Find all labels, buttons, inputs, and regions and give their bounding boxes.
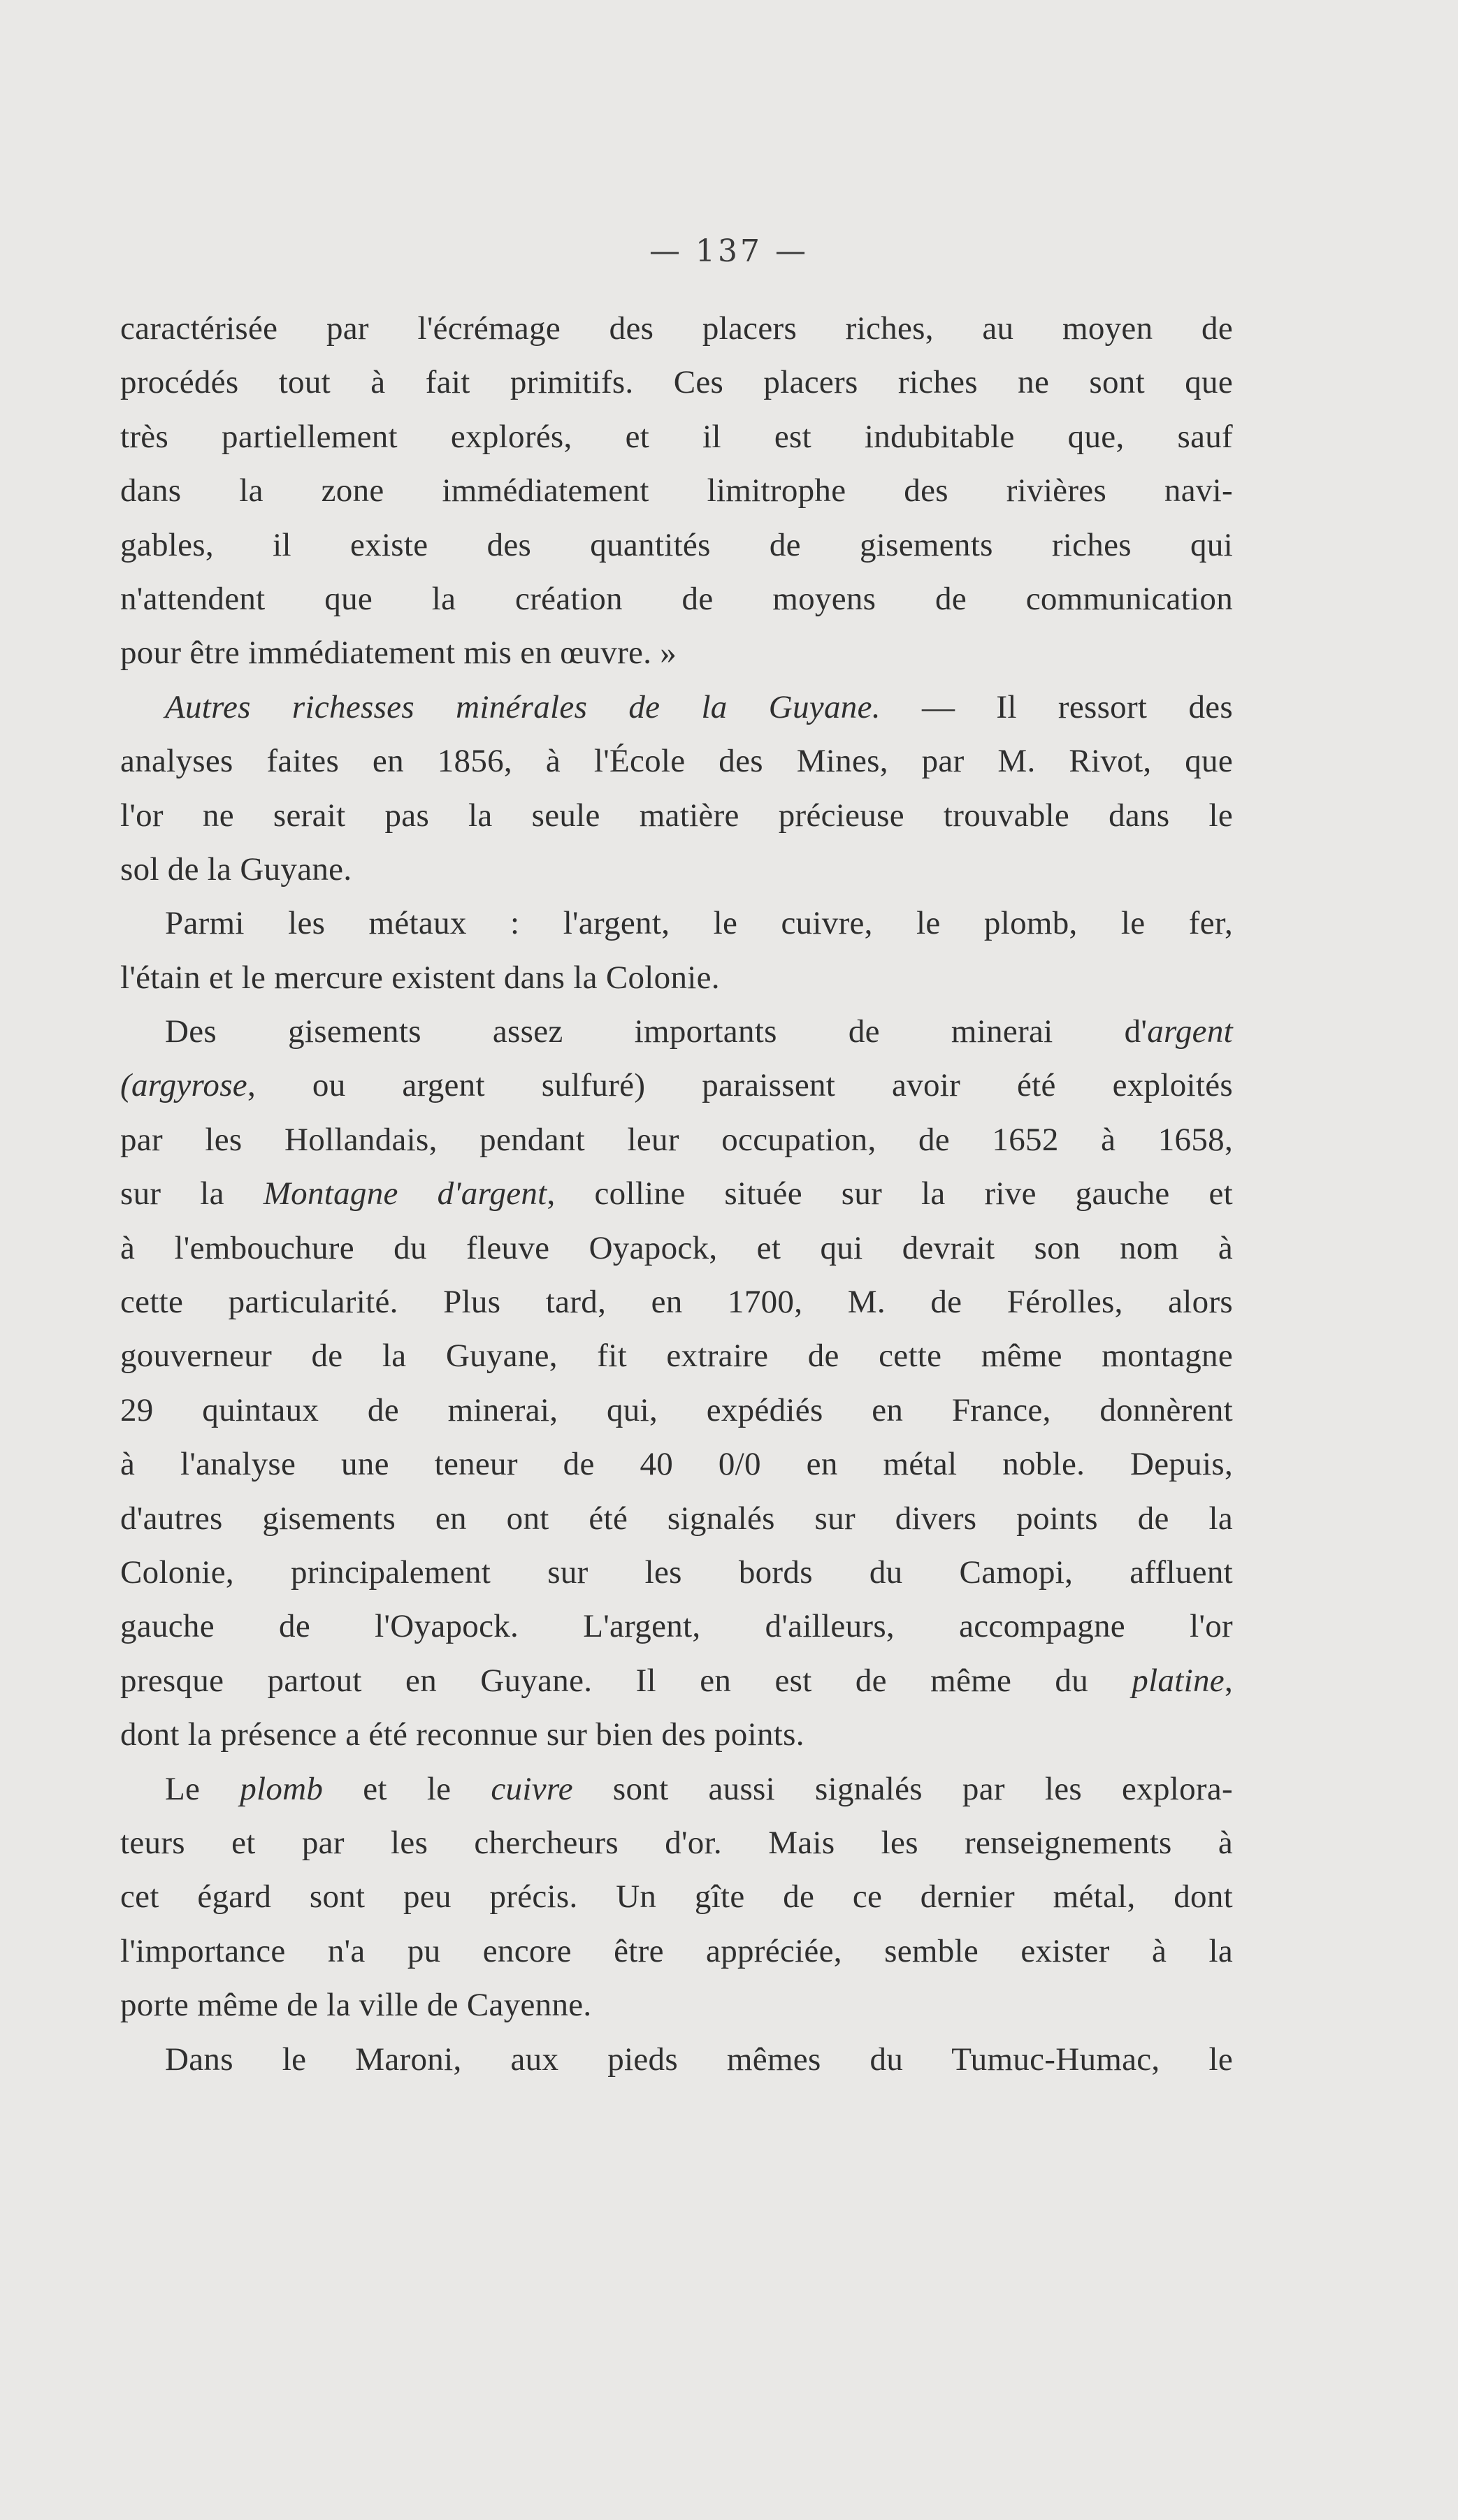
text-run: sol de la Guyane. — [120, 850, 352, 888]
text-run: à l'embouchure du fleuve Oyapock, et qui devrait son nom à — [120, 1229, 1233, 1266]
text-run: procédés tout à fait primitifs. Ces placers riches ne sont que — [120, 364, 1233, 401]
text-line — [120, 1005, 1233, 1059]
text-line — [120, 1870, 1233, 1924]
text-line — [120, 519, 1233, 572]
text-line — [120, 356, 1233, 410]
text-line — [120, 626, 1233, 680]
text-line — [120, 897, 1233, 950]
text-run: n'attendent que la création de moyens de communication — [120, 580, 1233, 617]
page-number: — 137 — — [649, 233, 809, 269]
text-line — [120, 789, 1233, 843]
text-line — [120, 1654, 1233, 1708]
text-run: l'or ne serait pas la seule matière précieuse trouvable dans le — [120, 797, 1233, 834]
body-text — [120, 302, 1233, 2087]
text-line — [120, 1113, 1233, 1167]
text-run: sont aussi signalés par les explora- — [572, 1770, 1233, 1807]
text-line — [120, 734, 1233, 788]
text-run: l'étain et le mercure existent dans la Colonie. — [120, 959, 720, 996]
text-run: sur la — [120, 1175, 264, 1212]
text-run: Colonie, principalement sur les bords du Camopi, affluent — [120, 1554, 1233, 1591]
text-line — [120, 1438, 1233, 1491]
text-run: d'autres gisements en ont été signalés sur divers points de la — [120, 1500, 1233, 1537]
text-line — [120, 1708, 1233, 1762]
text-line — [120, 1059, 1233, 1113]
text-line — [120, 1167, 1233, 1221]
text-line — [120, 1546, 1233, 1600]
italic-text: argent — [1147, 1013, 1233, 1050]
text-run: teurs et par les chercheurs d'or. Mais les renseignements à — [120, 1824, 1233, 1861]
text-run: cet égard sont peu précis. Un gîte de ce dernier métal, dont — [120, 1878, 1233, 1916]
text-run: l'importance n'a pu encore être appréciée, semble exister à la — [120, 1932, 1233, 1969]
text-line — [120, 1222, 1233, 1275]
text-run: 29 quintaux de minerai, qui, expédiés en France, donnèrent — [120, 1391, 1233, 1428]
text-line — [120, 2033, 1233, 2087]
text-run: gouverneur de la Guyane, fit extraire de cette même montagne — [120, 1338, 1233, 1375]
text-line — [120, 1384, 1233, 1438]
text-run: , ou argent sulfuré) paraissent avoir été exploités — [247, 1067, 1233, 1104]
text-run: — Il ressort des — [880, 688, 1233, 725]
italic-text: cuivre — [491, 1770, 573, 1807]
text-line — [120, 464, 1233, 518]
text-line — [120, 843, 1233, 897]
text-run: gauche de l'Oyapock. L'argent, d'ailleurs, accompagne l'or — [120, 1608, 1233, 1645]
text-line — [120, 1492, 1233, 1546]
text-line — [120, 1600, 1233, 1653]
text-line — [120, 1925, 1233, 1978]
text-line — [120, 302, 1233, 356]
text-run: cette particularité. Plus tard, en 1700, M. de Férolles, alors — [120, 1284, 1233, 1321]
text-run: dont la présence a été reconnue sur bien des points. — [120, 1716, 804, 1753]
text-run: , colline située sur la rive gauche et — [547, 1175, 1234, 1212]
text-run: caractérisée par l'écrémage des placers riches, au moyen de — [120, 310, 1233, 347]
text-line — [120, 1762, 1233, 1816]
text-run: , — [1224, 1662, 1233, 1699]
text-run: porte même de la ville de Cayenne. — [120, 1987, 592, 2024]
text-run: à l'analyse une teneur de 40 0/0 en métal noble. Depuis, — [120, 1446, 1233, 1483]
text-run: Parmi les métaux : l'argent, le cuivre, le plomb, le fer, — [165, 905, 1233, 942]
text-run: très partiellement explorés, et il est indubitable que, sauf — [120, 418, 1233, 455]
italic-text: Autres richesses minérales de la Guyane. — [165, 688, 881, 725]
text-run: et le — [323, 1770, 491, 1807]
italic-text: platine — [1132, 1662, 1225, 1699]
text-line — [120, 1816, 1233, 1870]
italic-text: plomb — [240, 1770, 324, 1807]
text-line — [120, 1329, 1233, 1383]
text-run: par les Hollandais, pendant leur occupation, de 1652 à 1658, — [120, 1121, 1233, 1158]
text-run: Dans le Maroni, aux pieds mêmes du Tumuc-Humac, le — [165, 2041, 1233, 2078]
italic-text: Montagne d'argent — [263, 1175, 547, 1212]
text-run: Le — [165, 1770, 240, 1807]
text-run: pour être immédiatement mis en œuvre. » — [120, 635, 677, 672]
text-line — [120, 1978, 1233, 2032]
text-line — [120, 681, 1233, 734]
text-run: Des gisements assez importants de minerai d' — [165, 1013, 1148, 1050]
text-run: dans la zone immédiatement limitrophe des rivières navi- — [120, 472, 1233, 509]
italic-text: (argyrose — [120, 1067, 247, 1104]
text-line — [120, 951, 1233, 1005]
text-line — [120, 1275, 1233, 1329]
text-run: gables, il existe des quantités de gisements riches qui — [120, 526, 1233, 563]
text-run: analyses faites en 1856, à l'École des Mines, par M. Rivot, que — [120, 743, 1233, 780]
text-line — [120, 572, 1233, 626]
text-run: presque partout en Guyane. Il en est de même du — [120, 1662, 1132, 1699]
text-line — [120, 410, 1233, 464]
